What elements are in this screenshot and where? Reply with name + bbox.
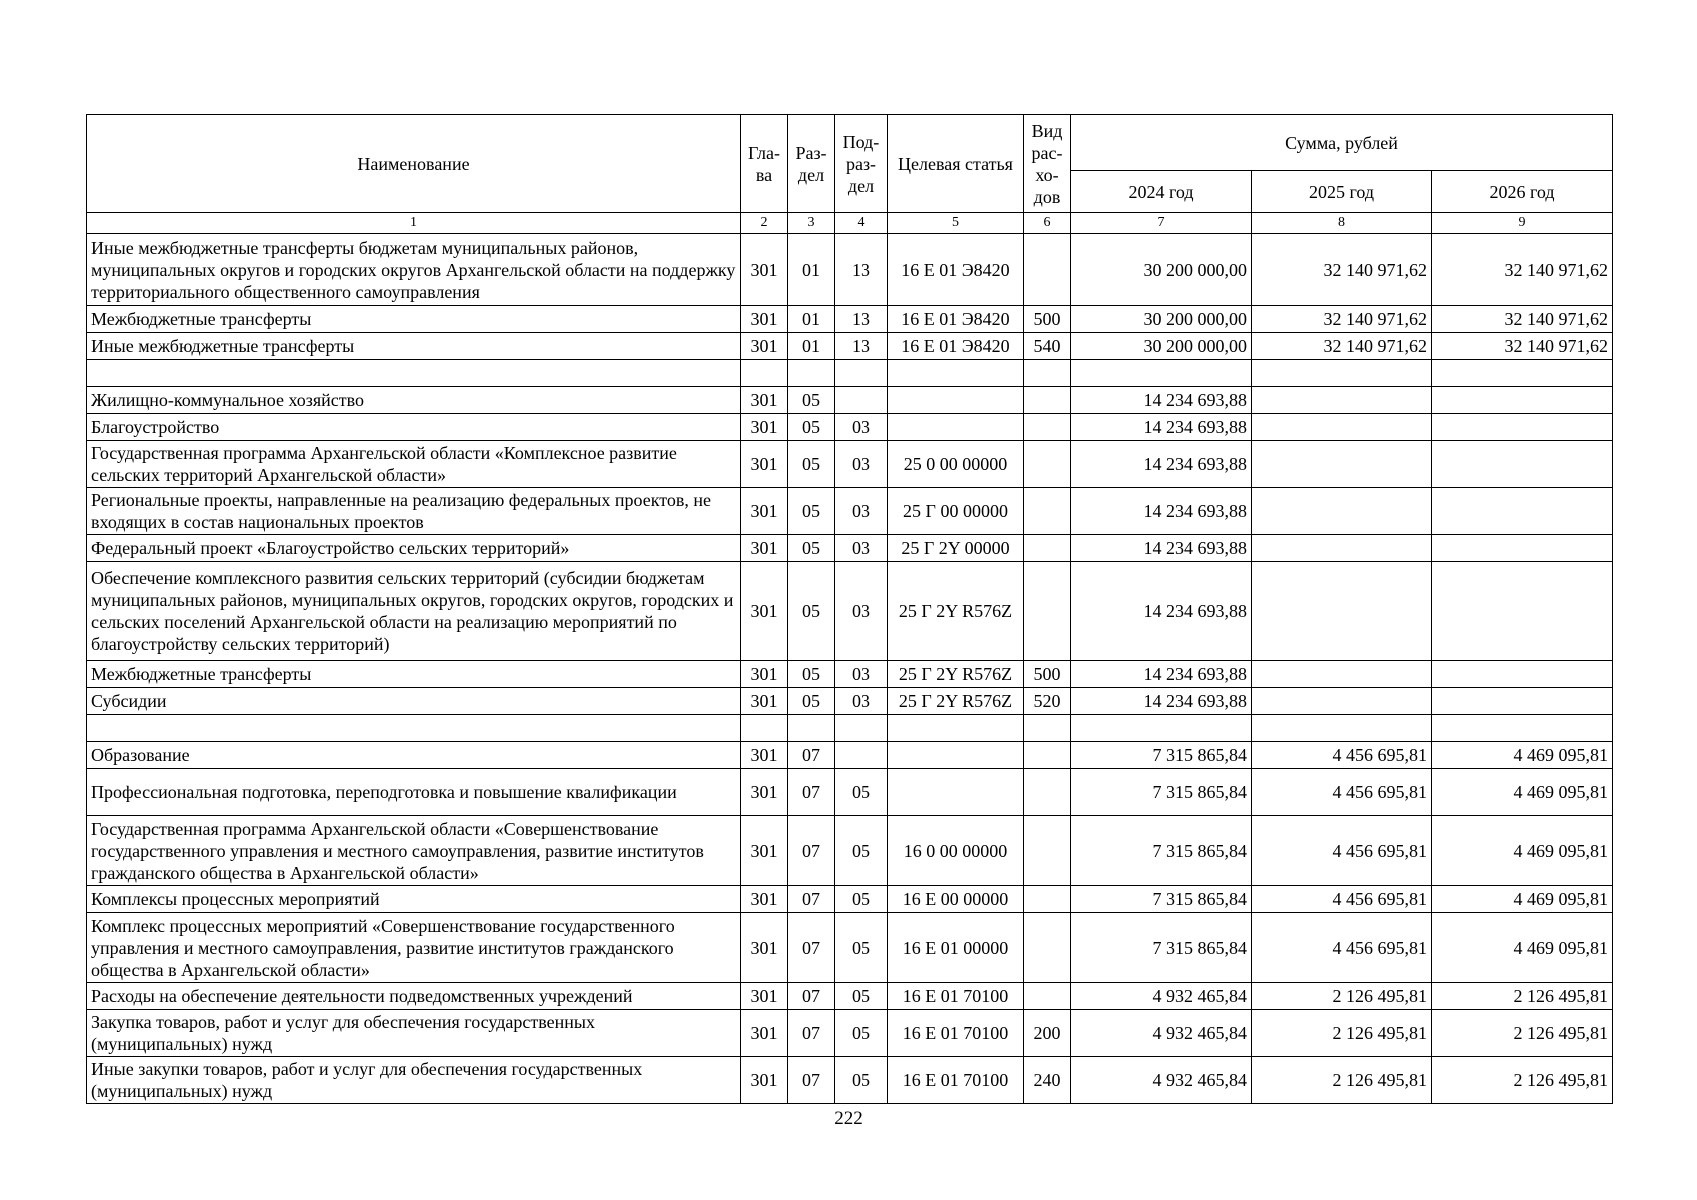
row-chapter: 301 <box>741 488 788 535</box>
row-amount-2024: 4 932 465,84 <box>1071 1057 1252 1104</box>
table-row <box>87 387 1613 414</box>
row-subsection <box>835 715 888 742</box>
header-year-2024: 2024 год <box>1071 171 1252 213</box>
table-row <box>87 488 1613 535</box>
row-amount-2025: 32 140 971,62 <box>1252 333 1432 360</box>
row-expense-type <box>1024 886 1071 913</box>
row-expense-type: 520 <box>1024 688 1071 715</box>
row-amount-2026: 4 469 095,81 <box>1432 913 1613 983</box>
header-target-article: Целевая статья <box>888 115 1024 213</box>
column-number: 6 <box>1024 213 1071 234</box>
row-amount-2026 <box>1432 414 1613 441</box>
row-section: 07 <box>788 1057 835 1104</box>
row-chapter <box>741 360 788 387</box>
row-amount-2025 <box>1252 488 1432 535</box>
table-row <box>87 661 1613 688</box>
row-amount-2024: 7 315 865,84 <box>1071 913 1252 983</box>
row-expense-type <box>1024 769 1071 816</box>
row-chapter: 301 <box>741 333 788 360</box>
row-name: Жилищно-коммунальное хозяйство <box>87 387 741 414</box>
row-expense-type <box>1024 488 1071 535</box>
column-number: 5 <box>888 213 1024 234</box>
row-amount-2025 <box>1252 688 1432 715</box>
column-number: 9 <box>1432 213 1613 234</box>
table-row <box>87 234 1613 306</box>
header-year-2025: 2025 год <box>1252 171 1432 213</box>
row-expense-type <box>1024 983 1071 1010</box>
row-amount-2025: 2 126 495,81 <box>1252 1057 1432 1104</box>
row-name: Межбюджетные трансферты <box>87 306 741 333</box>
row-target-article: 16 Е 01 Э8420 <box>888 333 1024 360</box>
table-row <box>87 688 1613 715</box>
row-section: 01 <box>788 234 835 306</box>
row-chapter <box>741 715 788 742</box>
row-amount-2025 <box>1252 535 1432 562</box>
row-amount-2025: 4 456 695,81 <box>1252 769 1432 816</box>
row-amount-2026 <box>1432 488 1613 535</box>
row-section: 07 <box>788 886 835 913</box>
table-row <box>87 913 1613 983</box>
row-target-article: 16 Е 00 00000 <box>888 886 1024 913</box>
table-body <box>87 234 1613 1104</box>
row-name: Комплексы процессных мероприятий <box>87 886 741 913</box>
row-target-article <box>888 414 1024 441</box>
table-row <box>87 441 1613 488</box>
budget-table <box>86 114 1613 1104</box>
row-amount-2026: 4 469 095,81 <box>1432 816 1613 886</box>
row-amount-2026 <box>1432 661 1613 688</box>
row-amount-2026: 4 469 095,81 <box>1432 886 1613 913</box>
table-row <box>87 983 1613 1010</box>
row-target-article: 16 Е 01 70100 <box>888 1057 1024 1104</box>
row-amount-2025: 2 126 495,81 <box>1252 1010 1432 1057</box>
row-target-article: 25 Г 00 00000 <box>888 488 1024 535</box>
row-subsection: 05 <box>835 816 888 886</box>
column-number: 8 <box>1252 213 1432 234</box>
column-number: 1 <box>87 213 741 234</box>
row-section: 05 <box>788 441 835 488</box>
table-header <box>87 115 1613 234</box>
header-chapter: Гла-ва <box>741 115 788 213</box>
row-amount-2026: 4 469 095,81 <box>1432 742 1613 769</box>
table-row <box>87 816 1613 886</box>
table-row <box>87 769 1613 816</box>
row-name: Комплекс процессных мероприятий «Совершенствование государственного управления и местного самоуправления, развитие институтов гражданского общества в Архангельской области» <box>87 913 741 983</box>
row-chapter: 301 <box>741 769 788 816</box>
column-number: 4 <box>835 213 888 234</box>
row-target-article: 16 Е 01 00000 <box>888 913 1024 983</box>
row-amount-2024: 30 200 000,00 <box>1071 333 1252 360</box>
row-amount-2024: 4 932 465,84 <box>1071 983 1252 1010</box>
row-expense-type: 540 <box>1024 333 1071 360</box>
row-amount-2026: 32 140 971,62 <box>1432 333 1613 360</box>
row-name: Иные межбюджетные трансферты бюджетам муниципальных районов, муниципальных округов и городских округов Архангельской области на поддержку территориального общественного самоуправления <box>87 234 741 306</box>
row-expense-type <box>1024 360 1071 387</box>
column-number: 7 <box>1071 213 1252 234</box>
row-name: Благоустройство <box>87 414 741 441</box>
row-amount-2025: 4 456 695,81 <box>1252 816 1432 886</box>
row-expense-type <box>1024 234 1071 306</box>
row-section: 01 <box>788 306 835 333</box>
row-amount-2026: 4 469 095,81 <box>1432 769 1613 816</box>
row-expense-type <box>1024 387 1071 414</box>
row-target-article: 16 Е 01 Э8420 <box>888 306 1024 333</box>
row-amount-2024: 7 315 865,84 <box>1071 816 1252 886</box>
row-target-article: 25 Г 2Y R576Z <box>888 562 1024 661</box>
row-expense-type <box>1024 816 1071 886</box>
row-name: Профессиональная подготовка, переподготовка и повышение квалификации <box>87 769 741 816</box>
table-row <box>87 886 1613 913</box>
row-target-article: 25 Г 2Y R576Z <box>888 688 1024 715</box>
row-expense-type <box>1024 535 1071 562</box>
row-amount-2026 <box>1432 715 1613 742</box>
row-amount-2025: 4 456 695,81 <box>1252 886 1432 913</box>
row-expense-type <box>1024 715 1071 742</box>
page-number: 222 <box>834 1108 863 1129</box>
row-subsection <box>835 387 888 414</box>
row-subsection: 13 <box>835 234 888 306</box>
column-number: 3 <box>788 213 835 234</box>
row-amount-2025 <box>1252 715 1432 742</box>
row-amount-2026 <box>1432 387 1613 414</box>
row-chapter: 301 <box>741 886 788 913</box>
row-target-article <box>888 387 1024 414</box>
row-expense-type <box>1024 414 1071 441</box>
row-amount-2024: 14 234 693,88 <box>1071 535 1252 562</box>
row-name: Обеспечение комплексного развития сельских территорий (субсидии бюджетам муниципальных районов, муниципальных округов, городских округов, городских и сельских поселений Архангельской области на реализацию мероприятий по благоустройству сельских территорий) <box>87 562 741 661</box>
row-name: Региональные проекты, направленные на реализацию федеральных проектов, не входящих в состав национальных проектов <box>87 488 741 535</box>
header-sum-group: Сумма, рублей <box>1071 115 1613 171</box>
table-row <box>87 1057 1613 1104</box>
row-name: Расходы на обеспечение деятельности подведомственных учреждений <box>87 983 741 1010</box>
row-amount-2025: 2 126 495,81 <box>1252 983 1432 1010</box>
row-section: 01 <box>788 333 835 360</box>
row-amount-2025 <box>1252 661 1432 688</box>
row-chapter: 301 <box>741 816 788 886</box>
row-amount-2024: 14 234 693,88 <box>1071 661 1252 688</box>
row-name: Государственная программа Архангельской области «Комплексное развитие сельских территорий Архангельской области» <box>87 441 741 488</box>
row-target-article: 25 Г 2Y 00000 <box>888 535 1024 562</box>
row-expense-type <box>1024 913 1071 983</box>
row-subsection: 03 <box>835 535 888 562</box>
row-target-article: 16 Е 01 Э8420 <box>888 234 1024 306</box>
header-expense-type: Вид рас-хо-дов <box>1024 115 1071 213</box>
row-section <box>788 715 835 742</box>
row-amount-2025 <box>1252 562 1432 661</box>
table-row <box>87 1010 1613 1057</box>
row-amount-2024: 14 234 693,88 <box>1071 387 1252 414</box>
row-amount-2026 <box>1432 360 1613 387</box>
row-section: 05 <box>788 414 835 441</box>
table-row <box>87 562 1613 661</box>
row-amount-2026: 32 140 971,62 <box>1432 234 1613 306</box>
row-expense-type: 240 <box>1024 1057 1071 1104</box>
row-amount-2024: 30 200 000,00 <box>1071 306 1252 333</box>
row-expense-type: 200 <box>1024 1010 1071 1057</box>
row-chapter: 301 <box>741 983 788 1010</box>
row-chapter: 301 <box>741 441 788 488</box>
row-chapter: 301 <box>741 1057 788 1104</box>
row-name <box>87 715 741 742</box>
row-amount-2024: 7 315 865,84 <box>1071 742 1252 769</box>
row-section: 07 <box>788 913 835 983</box>
row-target-article <box>888 360 1024 387</box>
row-chapter: 301 <box>741 562 788 661</box>
row-amount-2026: 32 140 971,62 <box>1432 306 1613 333</box>
row-name: Межбюджетные трансферты <box>87 661 741 688</box>
row-subsection <box>835 360 888 387</box>
row-chapter: 301 <box>741 1010 788 1057</box>
row-expense-type <box>1024 562 1071 661</box>
row-amount-2025 <box>1252 360 1432 387</box>
row-subsection: 05 <box>835 983 888 1010</box>
row-amount-2026 <box>1432 688 1613 715</box>
row-target-article: 25 0 00 00000 <box>888 441 1024 488</box>
row-section: 05 <box>788 688 835 715</box>
row-section: 07 <box>788 742 835 769</box>
row-amount-2026: 2 126 495,81 <box>1432 1057 1613 1104</box>
row-chapter: 301 <box>741 234 788 306</box>
row-amount-2026 <box>1432 441 1613 488</box>
row-amount-2024 <box>1071 360 1252 387</box>
row-expense-type: 500 <box>1024 661 1071 688</box>
row-expense-type <box>1024 742 1071 769</box>
row-subsection: 05 <box>835 886 888 913</box>
row-amount-2025 <box>1252 441 1432 488</box>
row-amount-2024 <box>1071 715 1252 742</box>
row-amount-2025: 32 140 971,62 <box>1252 234 1432 306</box>
row-section: 05 <box>788 535 835 562</box>
row-section: 07 <box>788 769 835 816</box>
row-subsection: 05 <box>835 1010 888 1057</box>
row-target-article <box>888 742 1024 769</box>
row-name: Закупка товаров, работ и услуг для обеспечения государственных (муниципальных) нужд <box>87 1010 741 1057</box>
row-amount-2026: 2 126 495,81 <box>1432 983 1613 1010</box>
row-chapter: 301 <box>741 661 788 688</box>
table-row <box>87 414 1613 441</box>
row-amount-2024: 4 932 465,84 <box>1071 1010 1252 1057</box>
row-target-article <box>888 769 1024 816</box>
row-subsection: 05 <box>835 769 888 816</box>
row-amount-2024: 7 315 865,84 <box>1071 769 1252 816</box>
header-year-2026: 2026 год <box>1432 171 1613 213</box>
row-amount-2024: 14 234 693,88 <box>1071 488 1252 535</box>
row-section: 07 <box>788 816 835 886</box>
row-amount-2024: 7 315 865,84 <box>1071 886 1252 913</box>
row-amount-2024: 14 234 693,88 <box>1071 562 1252 661</box>
row-name: Государственная программа Архангельской области «Совершенствование государственного управления и местного самоуправления, развитие институтов гражданского общества в Архангельской области» <box>87 816 741 886</box>
row-subsection: 03 <box>835 688 888 715</box>
row-name: Образование <box>87 742 741 769</box>
row-section: 05 <box>788 661 835 688</box>
row-amount-2024: 30 200 000,00 <box>1071 234 1252 306</box>
row-amount-2024: 14 234 693,88 <box>1071 688 1252 715</box>
row-subsection: 13 <box>835 306 888 333</box>
row-amount-2024: 14 234 693,88 <box>1071 441 1252 488</box>
row-amount-2026: 2 126 495,81 <box>1432 1010 1613 1057</box>
spacer-row <box>87 715 1613 742</box>
row-section: 07 <box>788 1010 835 1057</box>
row-amount-2026 <box>1432 562 1613 661</box>
row-amount-2026 <box>1432 535 1613 562</box>
row-amount-2025: 4 456 695,81 <box>1252 913 1432 983</box>
row-subsection: 05 <box>835 1057 888 1104</box>
table-row <box>87 535 1613 562</box>
row-target-article <box>888 715 1024 742</box>
row-amount-2025 <box>1252 387 1432 414</box>
row-name: Иные межбюджетные трансферты <box>87 333 741 360</box>
row-subsection: 03 <box>835 488 888 535</box>
row-section: 05 <box>788 488 835 535</box>
row-expense-type: 500 <box>1024 306 1071 333</box>
row-name: Субсидии <box>87 688 741 715</box>
header-subsection: Под-раз-дел <box>835 115 888 213</box>
row-target-article: 25 Г 2Y R576Z <box>888 661 1024 688</box>
row-chapter: 301 <box>741 306 788 333</box>
spacer-row <box>87 360 1613 387</box>
row-chapter: 301 <box>741 414 788 441</box>
row-target-article: 16 Е 01 70100 <box>888 1010 1024 1057</box>
row-chapter: 301 <box>741 535 788 562</box>
table-row <box>87 306 1613 333</box>
row-subsection: 03 <box>835 562 888 661</box>
header-name: Наименование <box>87 115 741 213</box>
row-name: Иные закупки товаров, работ и услуг для обеспечения государственных (муниципальных) нужд <box>87 1057 741 1104</box>
row-subsection: 05 <box>835 913 888 983</box>
table-row <box>87 333 1613 360</box>
table-row <box>87 742 1613 769</box>
header-section: Раз-дел <box>788 115 835 213</box>
row-expense-type <box>1024 441 1071 488</box>
column-number: 2 <box>741 213 788 234</box>
column-number-row <box>87 213 1613 234</box>
row-section: 05 <box>788 387 835 414</box>
row-amount-2024: 14 234 693,88 <box>1071 414 1252 441</box>
row-chapter: 301 <box>741 913 788 983</box>
row-target-article: 16 0 00 00000 <box>888 816 1024 886</box>
row-subsection <box>835 742 888 769</box>
row-chapter: 301 <box>741 387 788 414</box>
row-section <box>788 360 835 387</box>
row-chapter: 301 <box>741 742 788 769</box>
row-subsection: 13 <box>835 333 888 360</box>
row-subsection: 03 <box>835 441 888 488</box>
row-subsection: 03 <box>835 414 888 441</box>
row-amount-2025: 32 140 971,62 <box>1252 306 1432 333</box>
row-target-article: 16 Е 01 70100 <box>888 983 1024 1010</box>
row-amount-2025: 4 456 695,81 <box>1252 742 1432 769</box>
row-name <box>87 360 741 387</box>
row-section: 07 <box>788 983 835 1010</box>
row-name: Федеральный проект «Благоустройство сельских территорий» <box>87 535 741 562</box>
row-chapter: 301 <box>741 688 788 715</box>
row-section: 05 <box>788 562 835 661</box>
row-amount-2025 <box>1252 414 1432 441</box>
row-subsection: 03 <box>835 661 888 688</box>
